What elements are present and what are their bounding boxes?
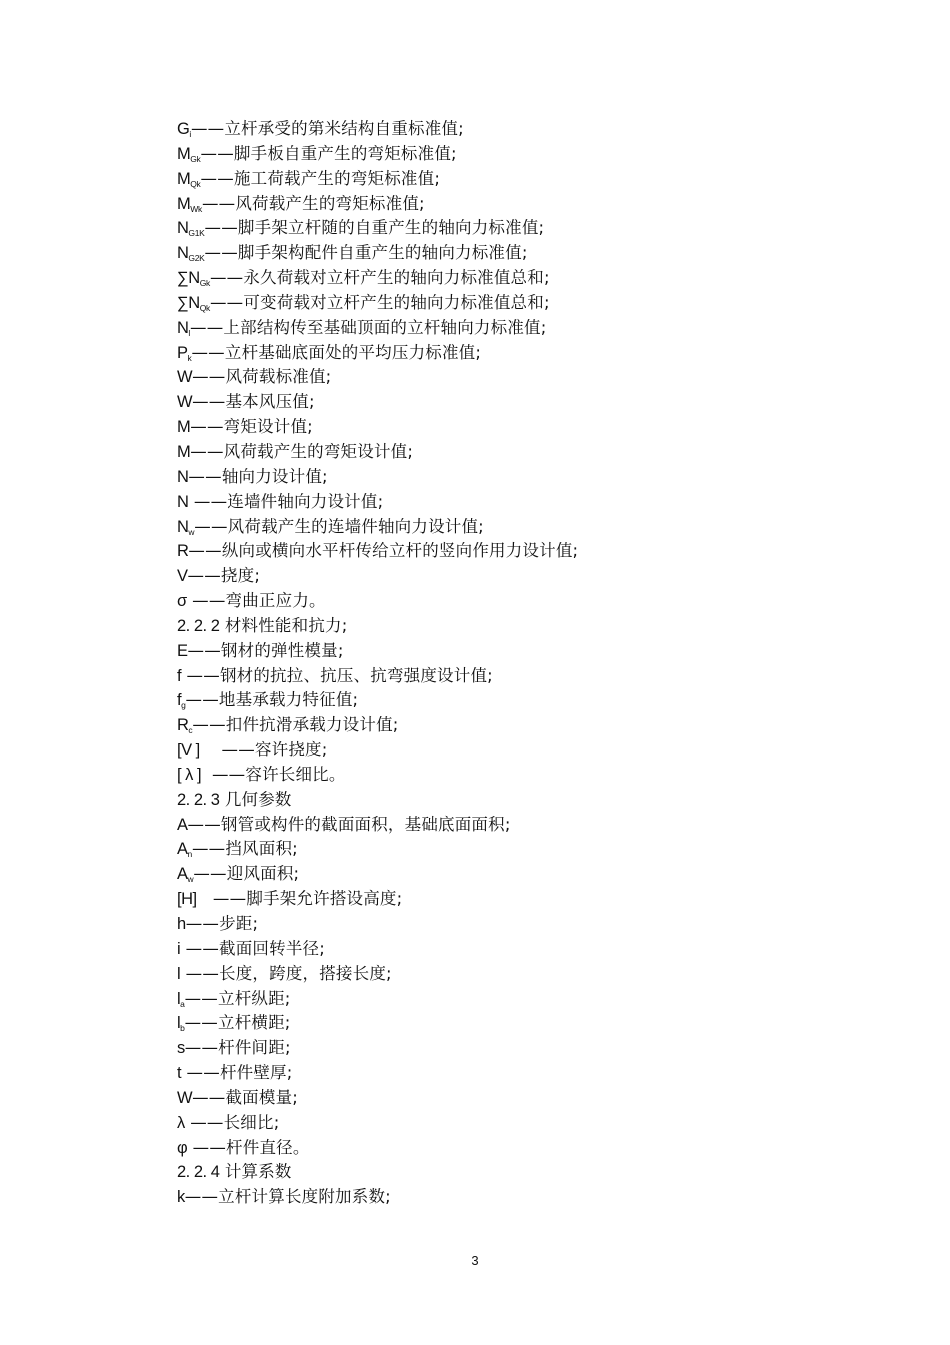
symbol-list	[177, 117, 877, 1210]
symbol-subscript: a	[180, 998, 185, 1009]
symbol-line	[177, 862, 877, 887]
symbol-description: ——轴向力设计值;	[188, 466, 328, 486]
symbol-line	[177, 937, 877, 962]
symbol: N	[177, 219, 189, 238]
symbol-line	[177, 1136, 877, 1161]
symbol-subscript: g	[181, 700, 186, 711]
symbol: 2. 2. 3	[177, 790, 220, 809]
symbol-description: ——容许长细比。	[201, 764, 346, 784]
symbol-description: ——脚手架构配件自重产生的轴向力标准值;	[204, 243, 528, 263]
symbol-line	[177, 688, 877, 713]
symbol-line	[177, 1160, 877, 1185]
symbol: [H]	[177, 890, 197, 909]
symbol-description: ——施工荷载产生的弯矩标准值;	[200, 168, 441, 188]
symbol: R	[177, 716, 189, 735]
symbol-description: ——纵向或横向水平杆传给立杆的竖向作用力设计值;	[188, 541, 579, 561]
symbol-subscript: G2K	[188, 253, 205, 264]
symbol-line	[177, 614, 877, 639]
symbol-description: ——地基承载力特征值;	[185, 690, 359, 710]
symbol-description: ——风荷载标准值;	[192, 367, 332, 387]
symbol-line	[177, 664, 877, 689]
symbol-description: ——截面模量;	[192, 1087, 299, 1107]
symbol-line	[177, 813, 877, 838]
symbol-description: ——脚手板自重产生的弯矩标准值;	[200, 143, 457, 163]
symbol-line	[177, 1111, 877, 1136]
symbol-line	[177, 539, 877, 564]
symbol-description: ——风荷载产生的连墙件轴向力设计值;	[194, 516, 484, 536]
symbol-subscript: Qk	[199, 302, 210, 313]
symbol: N	[177, 467, 189, 486]
symbol: A	[177, 840, 188, 859]
symbol-line	[177, 440, 877, 465]
symbol-description: ——挡风面积;	[191, 839, 298, 859]
symbol-line	[177, 241, 877, 266]
symbol: [V ]	[177, 741, 200, 760]
symbol: σ	[177, 592, 187, 611]
symbol-line	[177, 1086, 877, 1111]
symbol: φ	[177, 1138, 188, 1157]
symbol: N	[177, 517, 189, 536]
symbol-description: ——长细比;	[184, 1112, 280, 1132]
symbol-line	[177, 365, 877, 390]
symbol: M	[177, 144, 191, 163]
symbol-line	[177, 763, 877, 788]
symbol: N	[177, 244, 189, 263]
symbol-description: ——立杆承受的第米结构自重标准值;	[190, 119, 464, 138]
symbol-description: ——脚手架允许搭设高度;	[196, 889, 403, 909]
symbol-description: ——迎风面积;	[193, 864, 300, 884]
symbol-subscript: k	[187, 352, 192, 363]
symbol-line	[177, 216, 877, 241]
symbol-line	[177, 912, 877, 937]
symbol-line	[177, 738, 877, 763]
symbol-description: 几何参数	[219, 789, 292, 809]
symbol-description: ——基本风压值;	[192, 392, 315, 412]
symbol: i	[177, 939, 181, 958]
symbol-line	[177, 987, 877, 1012]
symbol-line	[177, 515, 877, 540]
symbol-line	[177, 390, 877, 415]
symbol-line	[177, 837, 877, 862]
symbol-line	[177, 490, 877, 515]
symbol: E	[177, 641, 188, 660]
symbol-description: ——杆件壁厚;	[181, 1063, 293, 1083]
symbol-line	[177, 1036, 877, 1061]
symbol-description: ——钢管或构件的截面面积，基础底面面积;	[187, 814, 511, 834]
symbol-description: ——立杆纵距;	[184, 988, 291, 1008]
symbol: M	[177, 418, 191, 437]
symbol: A	[177, 865, 188, 884]
symbol: k	[177, 1188, 185, 1207]
symbol-description: ——可变荷载对立杆产生的轴向力标准值总和;	[209, 292, 550, 312]
symbol: [ λ ]	[177, 765, 202, 784]
symbol-line	[177, 887, 877, 912]
symbol-line	[177, 713, 877, 738]
symbol-description: ——杆件直径。	[187, 1137, 310, 1157]
symbol-description: ——长度，跨度，搭接长度;	[180, 963, 392, 983]
symbol: N	[177, 318, 189, 337]
symbol-description: ——风荷载产生的弯矩设计值;	[190, 441, 414, 461]
symbol: 2. 2. 4	[177, 1163, 220, 1182]
symbol: h	[177, 915, 186, 933]
symbol-line	[177, 962, 877, 987]
symbol-subscript: w	[188, 526, 195, 537]
symbol-description: ——永久荷载对立杆产生的轴向力标准值总和;	[209, 268, 550, 288]
symbol-description: ——步距;	[185, 914, 259, 933]
symbol-description: ——弯矩设计值;	[190, 417, 313, 437]
symbol: ∑N	[177, 269, 200, 288]
symbol-subscript: l	[188, 327, 191, 338]
symbol: f	[177, 666, 182, 685]
symbol-description: ——风荷载产生的弯矩标准值;	[201, 193, 425, 213]
symbol-line	[177, 192, 877, 217]
symbol-line	[177, 142, 877, 167]
symbol-line	[177, 1011, 877, 1036]
symbol: l	[177, 1014, 181, 1033]
symbol-description: ——立杆计算长度附加系数;	[184, 1187, 391, 1207]
symbol-line	[177, 589, 877, 614]
symbol-subscript: w	[187, 874, 194, 885]
symbol-subscript: c	[188, 725, 193, 736]
symbol: P	[177, 343, 188, 362]
symbol: W	[177, 1088, 193, 1107]
symbol: W	[177, 393, 193, 412]
symbol-line	[177, 639, 877, 664]
symbol-subscript: b	[180, 1023, 185, 1034]
symbol-line	[177, 415, 877, 440]
symbol: G	[177, 120, 190, 138]
symbol-description: ——弯曲正应力。	[186, 591, 326, 611]
symbol-subscript: i	[189, 129, 191, 139]
symbol: l	[177, 964, 181, 983]
symbol-line	[177, 1185, 877, 1210]
symbol-subscript: Wk	[190, 203, 202, 214]
symbol: s	[177, 1039, 185, 1058]
symbol-description: 材料性能和抗力;	[219, 615, 348, 635]
symbol-description: ——钢材的抗拉、抗压、抗弯强度设计值;	[181, 665, 493, 685]
symbol-subscript: Gk	[199, 278, 210, 289]
symbol: V	[177, 567, 188, 586]
page-number: 3	[471, 1253, 479, 1268]
symbol: W	[177, 368, 193, 387]
symbol: l	[177, 989, 181, 1008]
symbol-description: ——扣件抗滑承载力设计值;	[192, 715, 399, 735]
symbol-description: ——杆件间距;	[184, 1038, 291, 1058]
symbol: A	[177, 815, 188, 834]
symbol: M	[177, 169, 191, 188]
symbol-line	[177, 316, 877, 341]
symbol-description: ——钢材的弹性模量;	[187, 640, 344, 660]
symbol-line	[177, 465, 877, 490]
symbol-subscript: n	[187, 849, 192, 860]
symbol: f	[177, 691, 182, 710]
symbol: λ	[177, 1113, 185, 1132]
symbol-description: ——立杆基础底面处的平均压力标准值;	[191, 342, 482, 362]
symbol-line	[177, 167, 877, 192]
symbol-description: ——脚手架立杆随的自重产生的轴向力标准值;	[204, 218, 545, 238]
symbol: M	[177, 442, 191, 461]
symbol-description: ——立杆横距;	[184, 1013, 291, 1033]
symbol-subscript: Gk	[190, 153, 201, 164]
symbol-line	[177, 266, 877, 291]
symbol-description: ——上部结构传至基础顶面的立杆轴向力标准值;	[190, 317, 547, 337]
symbol-description: ——挠度;	[187, 566, 261, 586]
symbol-description: ——容许挠度;	[199, 740, 328, 760]
symbol-line	[177, 117, 877, 142]
symbol: N	[177, 492, 189, 511]
symbol: t	[177, 1064, 182, 1083]
symbol-subscript: G1K	[188, 228, 205, 239]
symbol-line	[177, 1061, 877, 1086]
symbol: M	[177, 194, 191, 213]
symbol-line	[177, 291, 877, 316]
symbol-subscript: Qk	[190, 178, 201, 189]
symbol-description: 计算系数	[219, 1162, 292, 1182]
symbol-line	[177, 788, 877, 813]
symbol-line	[177, 564, 877, 589]
symbol-line	[177, 341, 877, 366]
symbol: R	[177, 542, 189, 561]
symbol: ∑N	[177, 293, 200, 312]
symbol-description: ——截面回转半径;	[180, 938, 325, 958]
symbol-description: ——连墙件轴向力设计值;	[188, 491, 384, 511]
symbol: 2. 2. 2	[177, 616, 220, 635]
